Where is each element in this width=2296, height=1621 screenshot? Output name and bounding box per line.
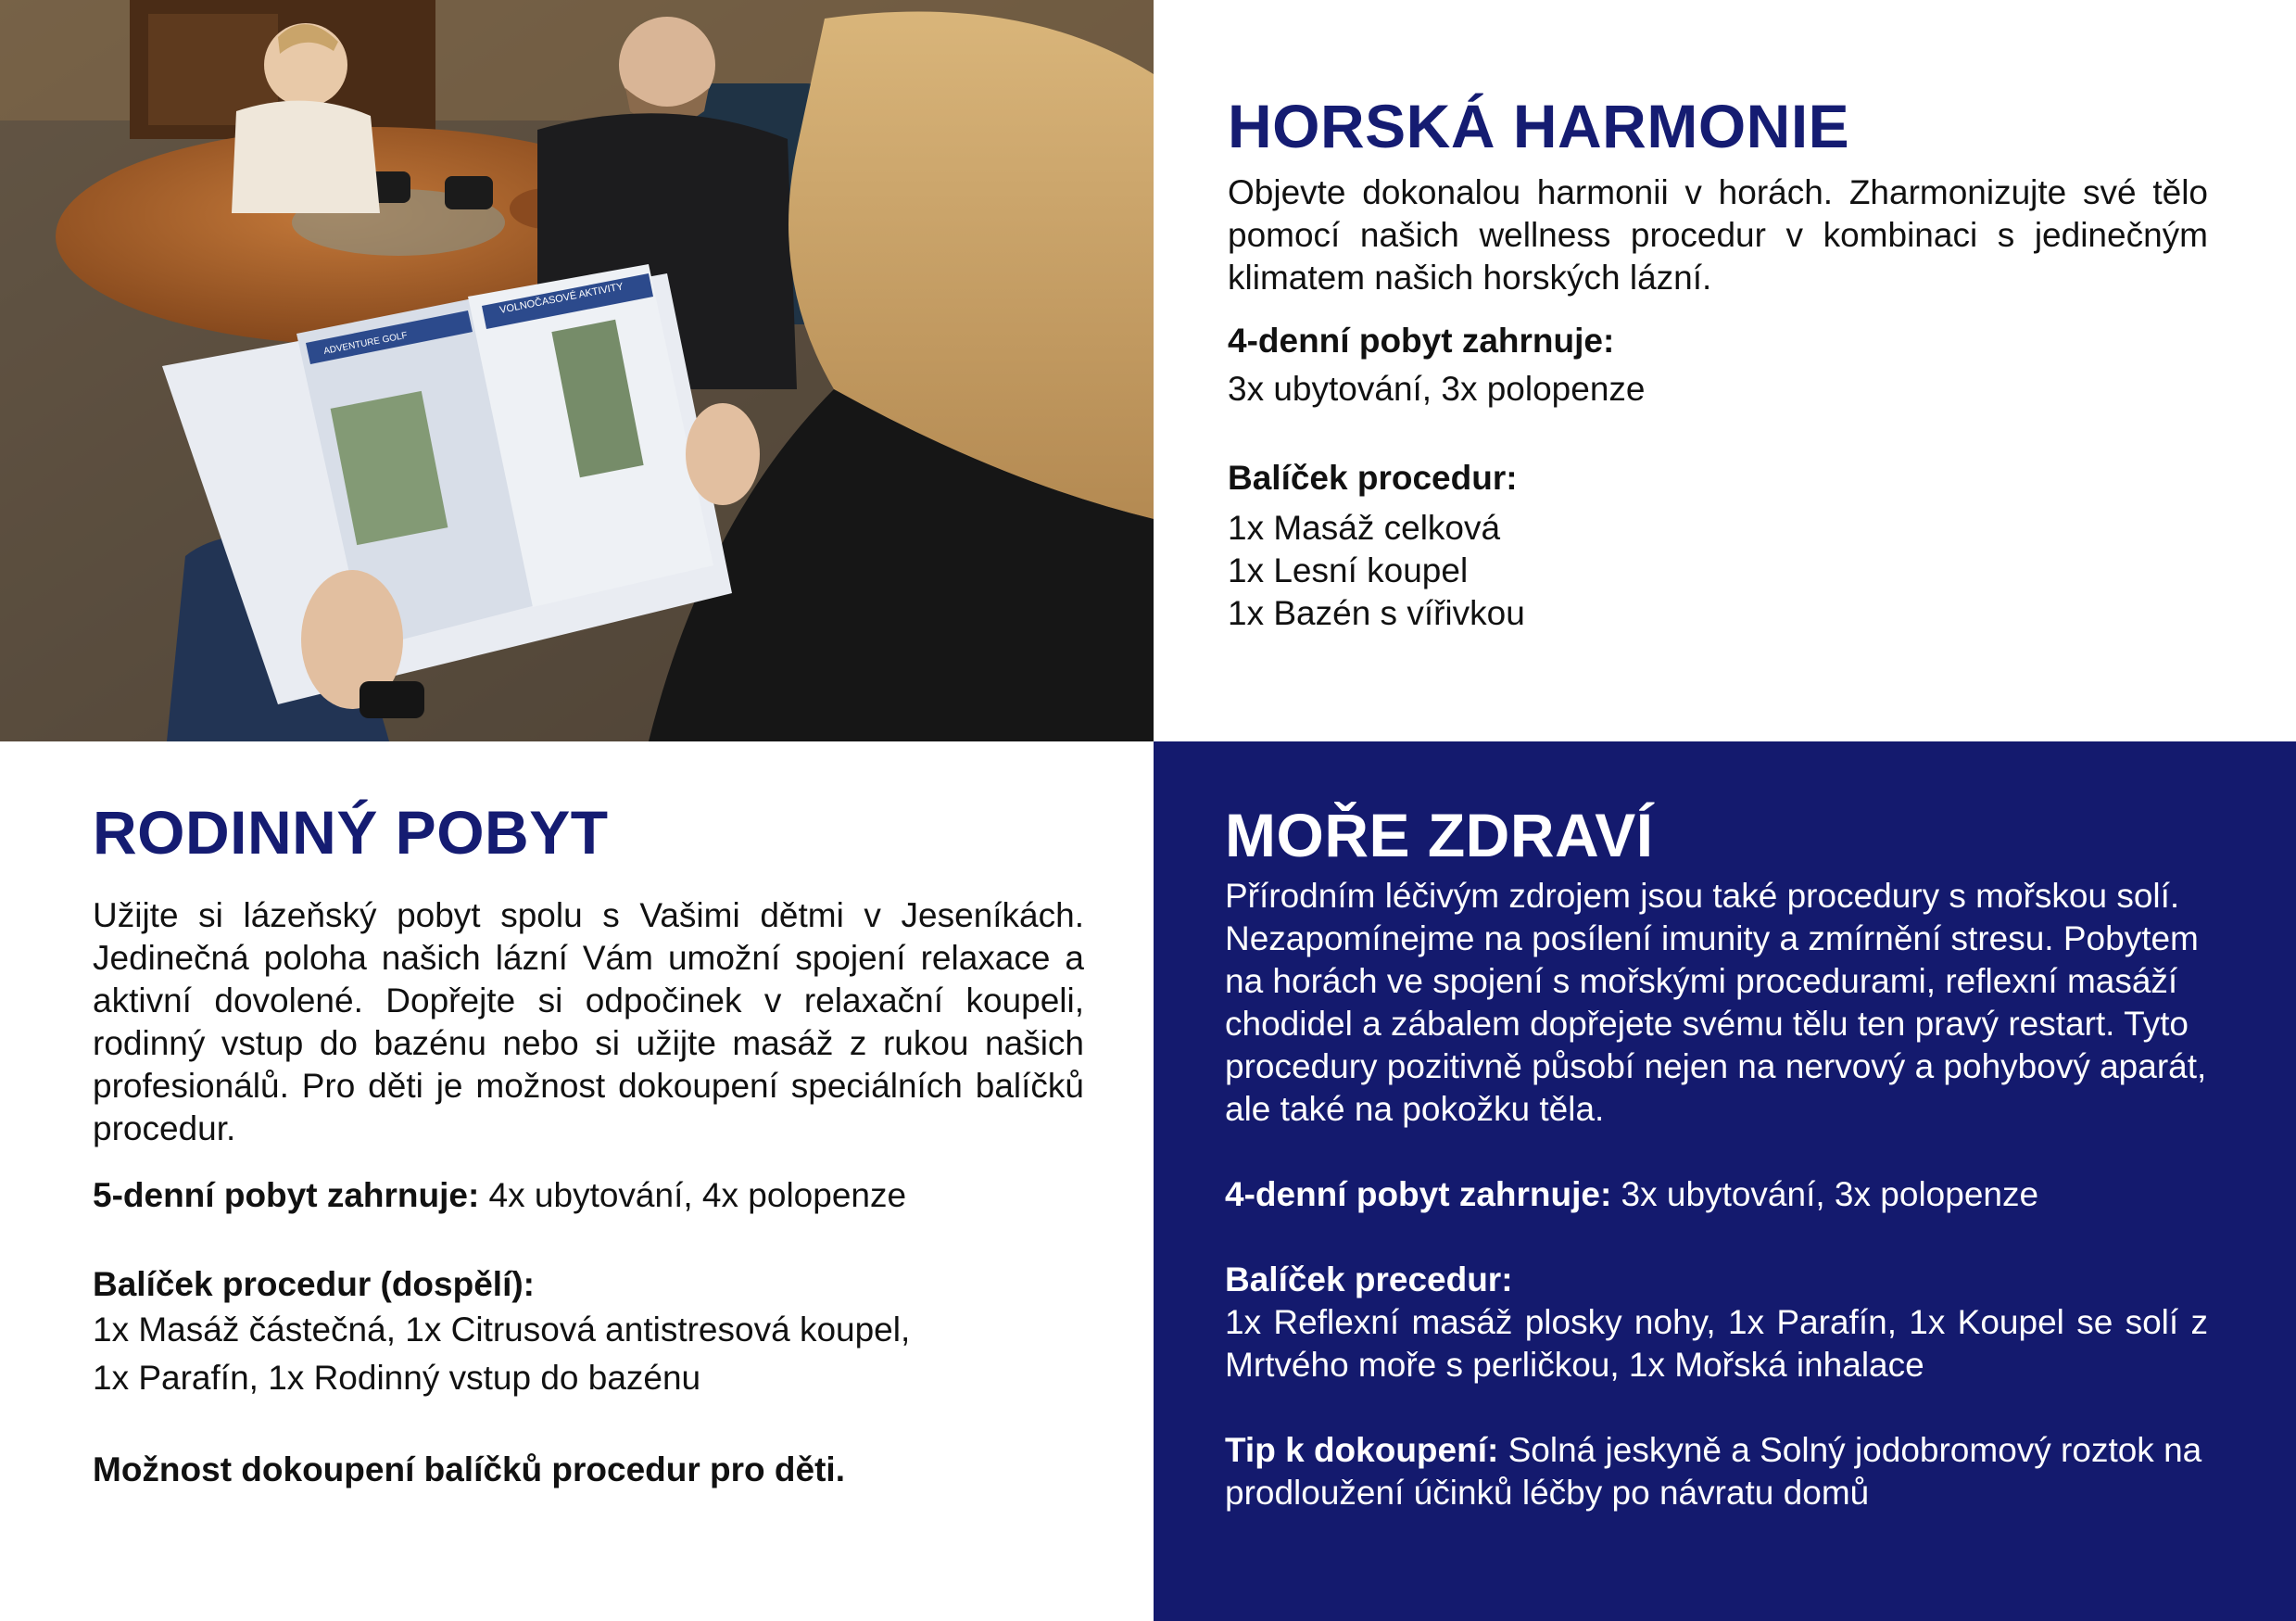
rodinny-description: Užijte si lázeňský pobyt spolu s Vašimi dětmi v Jeseníkách. Jedinečná poloha našich lázní Vám umožní spojení relaxace a aktivní dovolené. Dopřejte si odpočinek v relaxační koupeli, rodinný vstup do bazénu nebo si užijte masáž z rukou našich profesionálů. Pro děti je možnost dokoupení speciálních balíčků procedur. [93, 895, 1084, 1147]
family-photo [0, 0, 1154, 741]
more-stay [1225, 1173, 2208, 1216]
rodinny-procedures-line: 1x Masáž částečná, 1x Citrusová antistresová koupel, [93, 1310, 911, 1349]
horska-title: HORSKÁ HARMONIE [1228, 92, 1850, 160]
rodinny-procedures-line: 1x Parafín, 1x Rodinný vstup do bazénu [93, 1358, 701, 1397]
horska-description: Objevte dokonalou harmonii v horách. Zharmonizujte své tělo pomocí našich wellness procedur v kombinaci s jedinečným klimatem našich horských lázní. [1228, 172, 2208, 297]
photo-illustration [0, 0, 1154, 741]
more-package-label: Balíček precedur: [1225, 1260, 1513, 1298]
more-tip-value: Solná jeskyně a Solný jodobromový roztok na prodloužení účinků léčby po návratu domů [1225, 1430, 2202, 1512]
rodinny-pobyt-section [0, 741, 1154, 1621]
horska-package-label: Balíček procedur: [1228, 458, 1518, 497]
more-zdravi-section [1154, 741, 2296, 1621]
rodinny-title: RODINNÝ POBYT [93, 798, 609, 867]
rodinny-stay [93, 1174, 1084, 1217]
horska-procedure-item: 1x Bazén s vířivkou [1228, 593, 1525, 632]
brochure-subheader: ADVENTURE GOLF [322, 330, 409, 357]
more-tip [1225, 1429, 2208, 1514]
horska-harmonie-section [1154, 0, 2296, 741]
horska-procedure-item: 1x Masáž celková [1228, 508, 1501, 547]
horska-stay-value: 3x ubytování, 3x polopenze [1228, 369, 1646, 408]
rodinny-stay-value: 4x ubytování, 4x polopenze [479, 1175, 907, 1214]
more-description: Přírodním léčivým zdrojem jsou také procedury s mořskou solí. Nezapomínejme na posílení imunity a zmírnění stresu. Pobytem na horách ve spojení s mořskými procedurami, reflexní masáží chodidel a zábalem dopřejete svému tělu ten pravý restart. Tyto procedury pozitivně působí nejen na nervový a pohybový aparát, ale také na pokožku těla. [1225, 876, 2207, 1128]
more-stay-value: 3x ubytování, 3x polopenze [1611, 1174, 2039, 1213]
more-tip-label: Tip k dokoupení: [1225, 1430, 1499, 1469]
more-stay-label: 4-denní pobyt zahrnuje: [1225, 1174, 1612, 1213]
rodinny-package-label: Balíček procedur (dospělí): [93, 1264, 535, 1303]
rodinny-stay-label: 5-denní pobyt zahrnuje: [93, 1175, 480, 1214]
more-procedures: 1x Reflexní masáž plosky nohy, 1x Parafín, 1x Koupel se solí z Mrtvého moře s perličkou, 1x Mořská inhalace [1225, 1302, 2208, 1384]
brochure-header: VOLNOČASOVÉ AKTIVITY [498, 281, 624, 316]
more-title: MOŘE ZDRAVÍ [1225, 801, 1654, 869]
rodinny-note: Možnost dokoupení balíčků procedur pro děti. [93, 1450, 845, 1488]
horska-stay-label: 4-denní pobyt zahrnuje: [1228, 321, 1615, 360]
horska-procedure-item: 1x Lesní koupel [1228, 551, 1469, 589]
